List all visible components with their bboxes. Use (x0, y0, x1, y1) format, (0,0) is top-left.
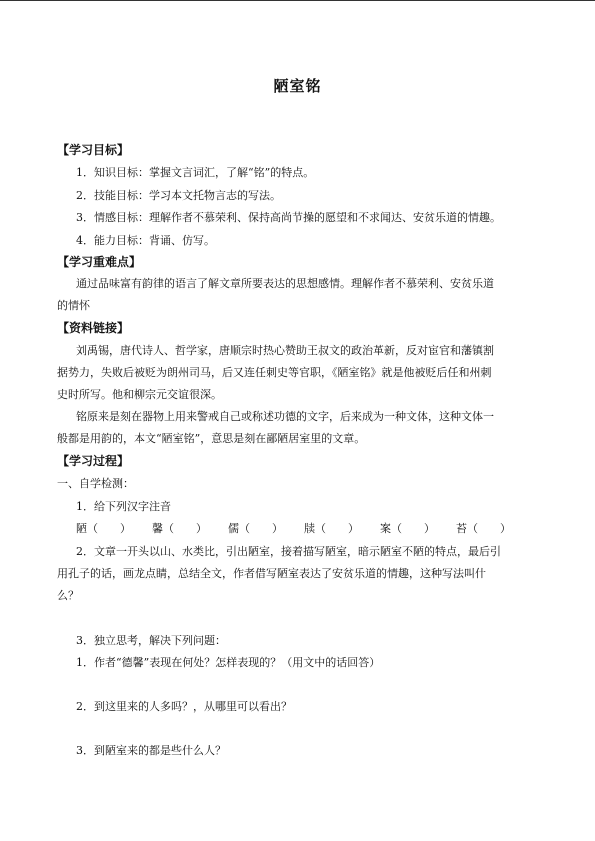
sub-question: 2．到这里来的人多吗？，从哪里可以看出？ (76, 700, 292, 713)
page-top-rule (0, 0, 595, 1)
keypoints-text: 通过品味富有韵律的语言了解文章所要表达的思想感情。理解作者不慕荣利、安贫乐道 (76, 277, 494, 290)
sub-question: 1．作者“德馨”表现在何处？怎样表现的？（用文中的话回答） (76, 656, 381, 669)
pinyin-blank[interactable]: 儒（ ） (228, 522, 283, 535)
question-2: 2．文章一开头以山、水类比，引出陋室，接着描写陋室，暗示陋室不陋的特点，最后引 (76, 545, 501, 558)
resource-paragraph: 刘禹锡，唐代诗人、哲学家，唐顺宗时热心赞助王叔文的政治革新，反对宦官和藩镇割 (76, 344, 494, 357)
resource-paragraph: 据势力，失败后被贬为朗州司马，后又连任刺史等官职，《陋室铭》就是他被贬后任和州刺 (57, 366, 492, 379)
goal-item: 3．情感目标：理解作者不慕荣利、保持高尚节操的愿望和不求闻达、安贫乐道的情趣。 (76, 211, 501, 224)
page-title: 陋室铭 (273, 77, 322, 95)
pinyin-blank[interactable]: 馨（ ） (152, 522, 207, 535)
resource-paragraph: 铭原来是刻在器物上用来警戒自己或称述功德的文字，后来成为一种文体，这种文体一 (76, 410, 494, 423)
question-2: 用孔子的话，画龙点睛，总结全文，作者借写陋室表达了安贫乐道的情趣，这种写法叫什 (57, 567, 486, 580)
process-part-label: 一、自学检测： (57, 477, 134, 490)
resource-paragraph: 史时所写。他和柳宗元交谊很深。 (57, 388, 222, 401)
pinyin-blank[interactable]: 陋（ ） (76, 522, 131, 535)
goal-item: 2．技能目标：学习本文托物言志的写法。 (76, 189, 281, 202)
pinyin-row (76, 522, 566, 536)
section-heading-keypoints: 【学习重难点】 (57, 255, 142, 269)
keypoints-text: 的情怀 (57, 299, 90, 312)
section-heading-goals: 【学习目标】 (57, 143, 130, 157)
pinyin-blank[interactable]: 苔（ ） (456, 522, 511, 535)
goal-item: 1．知识目标：掌握文言词汇，了解“铭”的特点。 (76, 166, 315, 179)
section-heading-process: 【学习过程】 (57, 454, 130, 468)
question-2: 么？ (57, 589, 79, 602)
section-heading-resources: 【资料链接】 (57, 321, 130, 335)
question-3: 3．独立思考，解决下列问题： (76, 634, 226, 647)
question-1: 1．给下列汉字注音 (76, 500, 171, 513)
pinyin-blank[interactable]: 牍（ ） (304, 522, 359, 535)
sub-question: 3．到陋室来的都是些什么人？ (76, 744, 226, 757)
resource-paragraph: 般都是用韵的，本文“陋室铭”，意思是刻在鄙陋居室里的文章。 (57, 432, 366, 445)
goal-item: 4．能力目标：背诵、仿写。 (76, 234, 215, 247)
pinyin-blank[interactable]: 案（ ） (380, 522, 435, 535)
